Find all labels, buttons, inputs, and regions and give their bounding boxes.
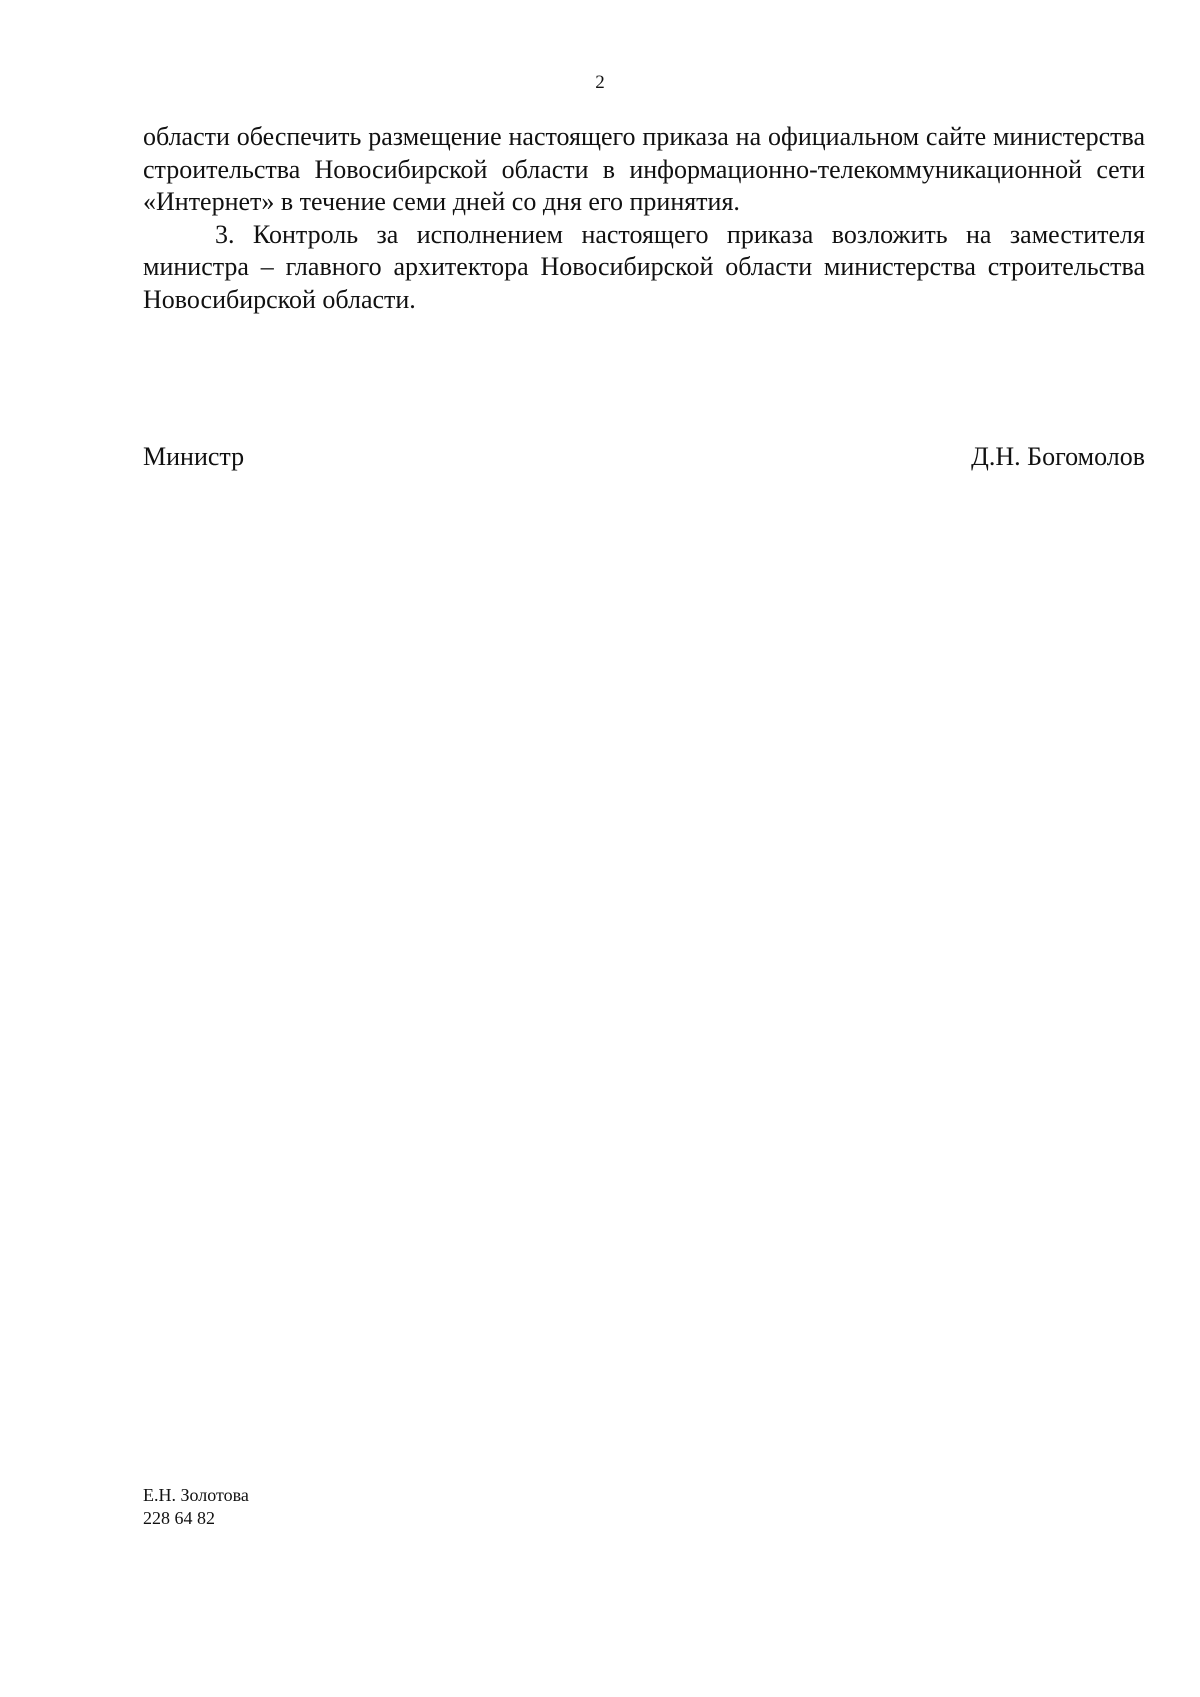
document-body <box>143 121 1145 316</box>
paragraph-continuation: области обеспечить размещение настоящего приказа на официальном сайте министерства строительства Новосибирской области в информационно-телекоммуникационной сети «Интернет» в течение семи дней со дня его принятия. <box>143 122 1145 216</box>
executor-name: Е.Н. Золотова <box>143 1485 249 1505</box>
signatory-position: Министр <box>143 442 245 471</box>
paragraph-control-clause: 3. Контроль за исполнением настоящего приказа возложить на заместителя министра – главного архитектора Новосибирской области министерства строительства Новосибирской области. <box>143 219 1145 314</box>
page-number: 2 <box>595 72 605 93</box>
executor-phone: 228 64 82 <box>143 1508 215 1528</box>
signatory-name: Д.Н. Богомолов <box>971 442 1145 471</box>
executor-block <box>143 1484 249 1530</box>
signature-block <box>143 441 1145 473</box>
